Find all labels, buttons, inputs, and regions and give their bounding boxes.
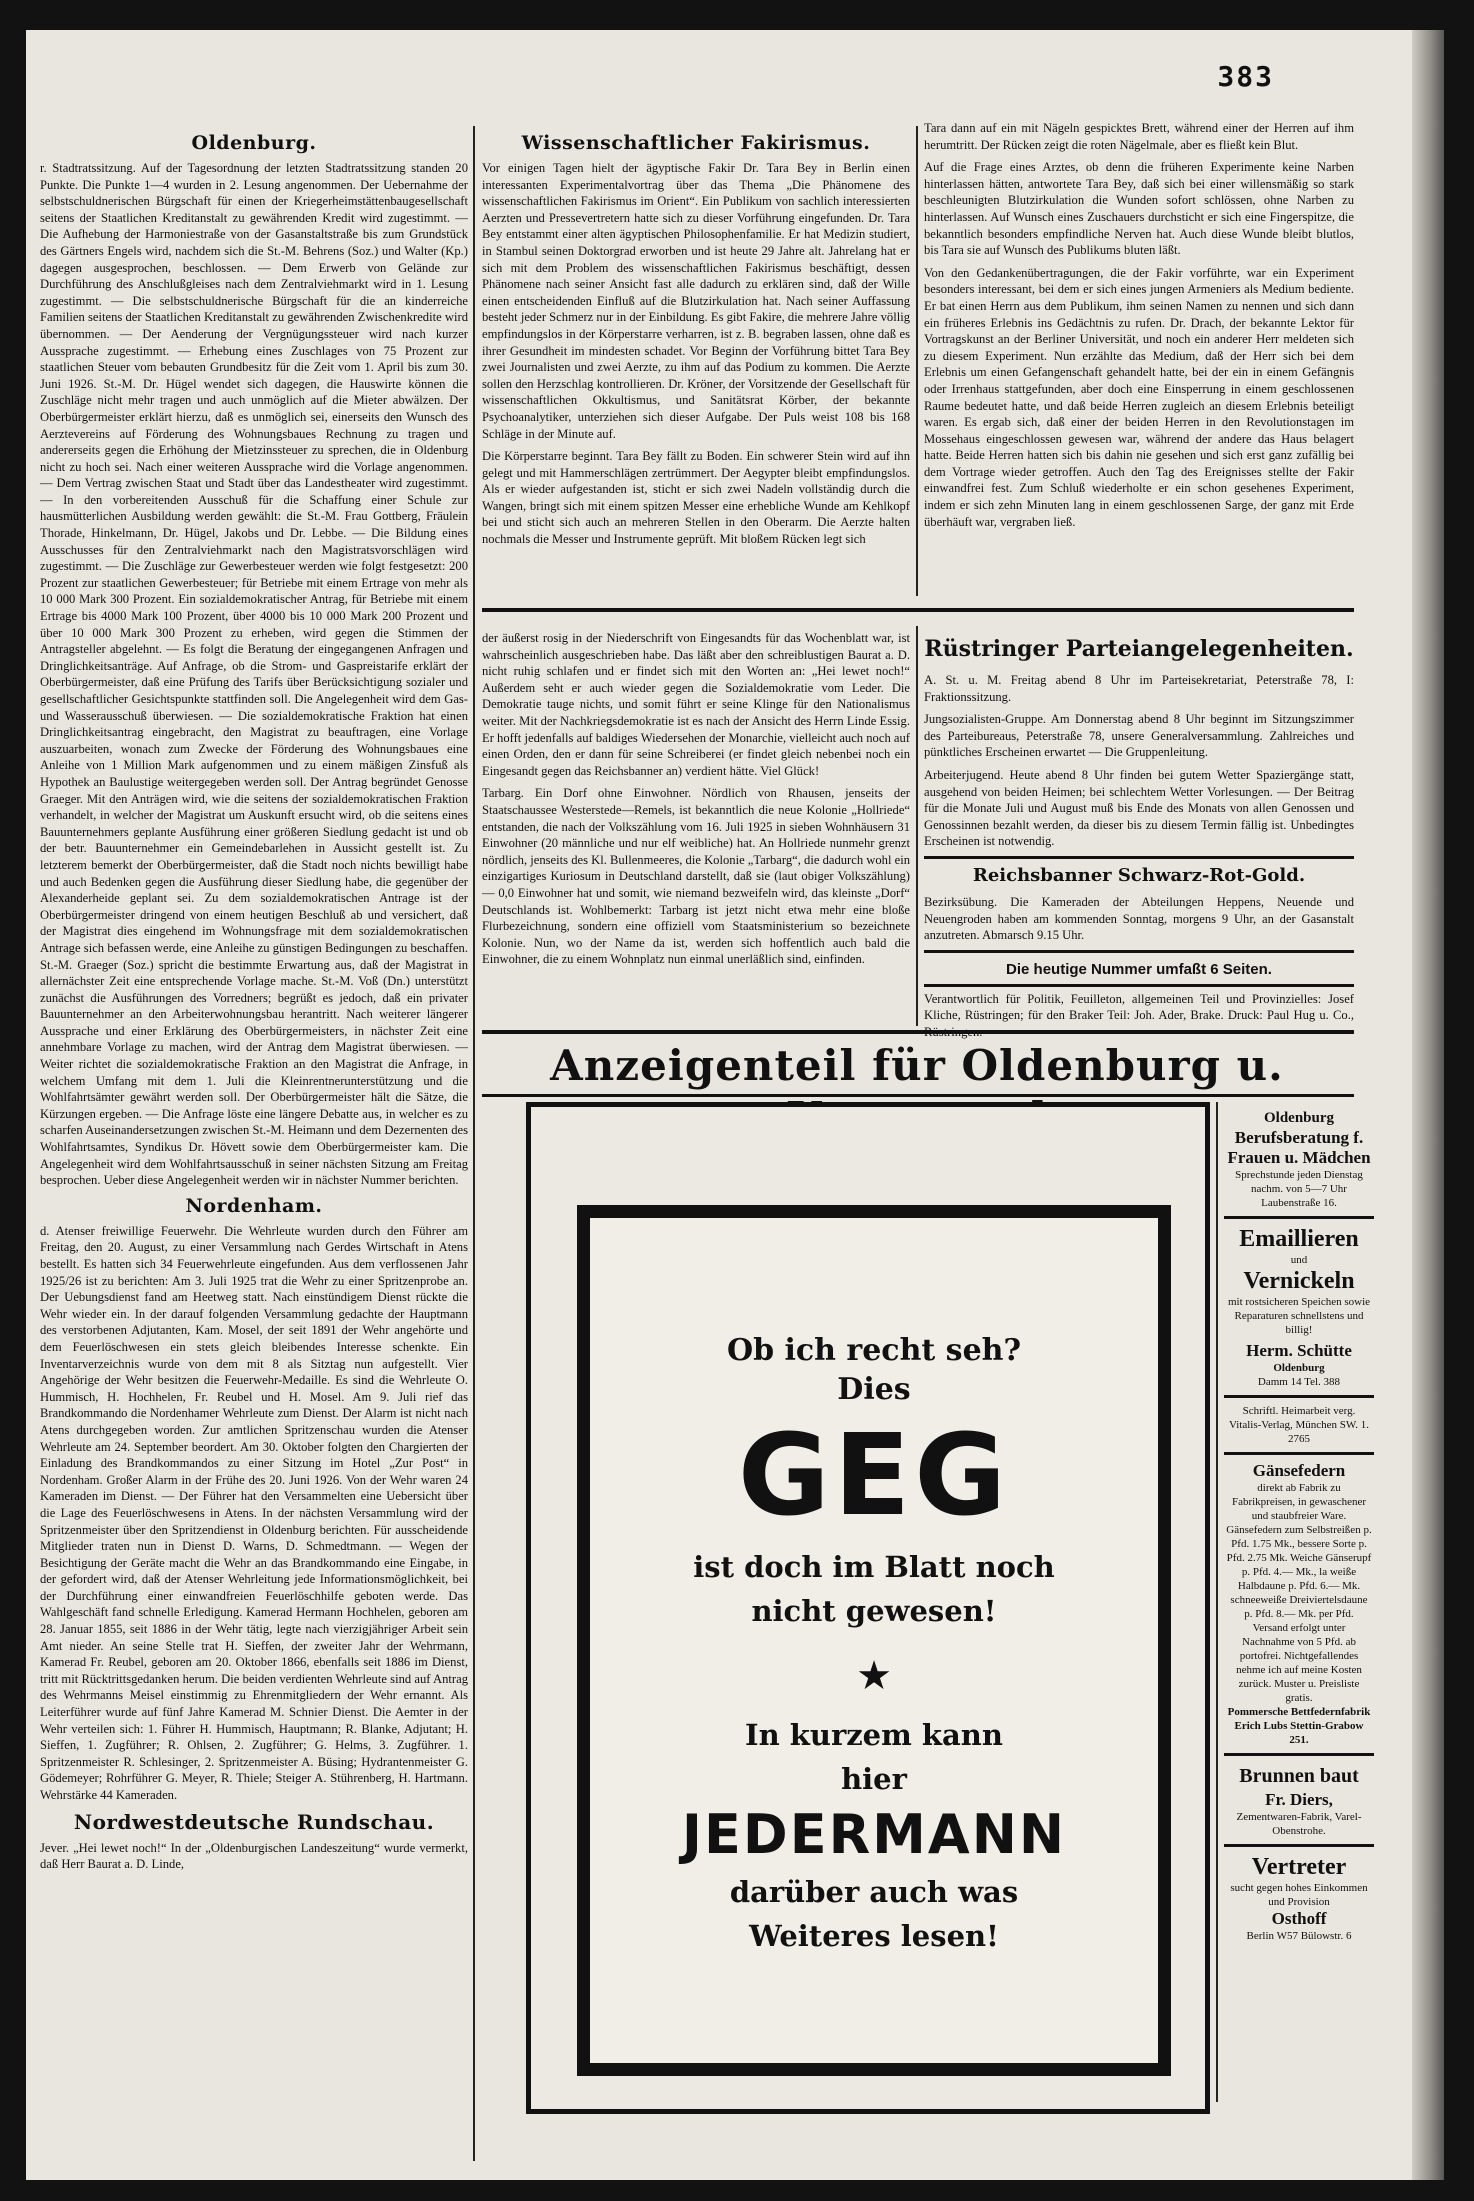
classified-text: Sprechstunde jeden Dienstag nachm. von 5—7 Uhr Laubenstraße 16.	[1235, 1169, 1363, 1209]
ad-section-masthead: Anzeigenteil für Oldenburg u.	[550, 1041, 1284, 1090]
article-fakirismus-2: Die Körperstarre beginnt. Tara Bey fällt zu Boden. Ein schwerer Stein wird auf ihn gelegt und mit Hammerschlägen zertrümmert. Der Aegypter bleibt empfindungslos. Als er wieder aufgestanden ist, sticht er sich zwei Nadeln vollständig durch die Wangen, bringt sich mit einem spitzen Messer eine erhebliche Wunde am Kehlkopf bei und sticht sich auch an mehreren Stellen in den Oberarm. Die Aerzte halten nochmals die Messer und Instrumente geprüft. Mit bloßem Rücken legt sich	[482, 449, 910, 547]
article-stadtratssitzung: r. Stadtratssitzung. Auf der Tagesordnung der letzten Stadtratssitzung standen 20 Punkte. Die Punkte 1—4 wurden in 2. Lesung angenommen. Der Uebernahme der selbstschuldnerischen Bürgschaft für einen der Kriegerheimstättenbaugesellschaft seitens der Staatlichen Kreditanstalt zu gewährenden Kredit wird zugestimmt. — Die Aufhebung der Harmoniestraße von der Gasanstaltstraße bis zum Grundstück des Gärtners Engels wird, nachdem sich die St.-M. Behrens (Soz.) und Walter (Kp.) dagegen ausgesprochen, beschlossen. — Dem Erwerb von Gelände zur Durchführung des Anschlußgleises nach dem Zentralviehmarkt wird in 1. Lesung zugestimmt. — Die selbstschuldnerische Bürgschaft für die an kinderreiche Familien seitens der Staatlichen Kreditanstalt zu gewährenden Zwischenkredite wird übernommen. — Der Aenderung der Vergnügungssteuer wird nach kurzer Aussprache zugestimmt. — Erhebung eines Zuschlages von 75 Prozent zur staatlichen Steuer vom bebauten Grundbesitz für die Zeit vom 1. April bis zum 30. Juni 1926. St.-M. Dr. Hügel wendet sich dagegen, die Hauswirte können die Zuschläge nicht mehr tragen und auch unmöglich auf die Mieter abwälzen. Der Oberbürgermeister erklärt hierzu, daß es unmöglich sei, einerseits den Wunsch des Aerztevereins auf Förderung des Wohnungsbaues Rechnung zu tragen und andererseits gegen die Erhöhung der Mietzinssteuer zu sprechen, die in Oldenburg nicht zu hoch sei. Nach einer weiteren Aussprache wird die Vorlage angenommen. — Dem Vertrag zwischen Staat und Stadt über das Landestheater wird zugestimmt. — In den vorbereitenden Ausschuß für die Schaffung einer Schule zur hausmütterlichen Ausbildung werden gewählt: die St.-M. Frau Gottberg, Fräulein Thorade, Hinkelmann, Dr. Hügel, Jakobs und Dr. Lebbe. — Die Bildung eines Ausschusses für den Zentralviehmarkt nach den Magistratsvorschlägen wird zugestimmt. — Die Zuschläge zur Gewerbesteuer werden wie folgt festgesetzt: 200 Prozent zur staatlichen Gewerbesteuer; für Betriebe mit einem Ertrage von mehr als 10 000 Mark 300 Prozent. Ein sozialdemokratischer Antrag, für Betriebe mit einem Ertrage bis 4000 Mark 100 Prozent, über 4000 bis 10 000 Mark 200 Prozent und über 10 000 Mark 300 Prozent zu erheben, wird gegen die Stimmen der Antragsteller abgelehnt. — Es folgt die Beratung der eingegangenen Anfragen und Dringlichkeitsanträge. Auf Anfrage, ob die Strom- und Gaspreistarife erklärt der Oberbürgermeister, daß eine Prüfung des Tarifs über Berücksichtigung sozialer und gesellschaftlicher Gesichtspunkte stattfinden soll. Die Angelegenheit wird dem Gas- und Wasserausschuß überwiesen. — Die sozialdemokratische Fraktion hat einen Dringlichkeitsantrag eingebracht, den Magistrat zu beauftragen, eine Vorlage auszuarbeiten, wonach zum Zwecke der Förderung des Wohnungsbaues eine Anleihe von 1 Million Mark aufgenommen und zu einem mäßigen Zinsfuß als Hypothek an Baulustige weitergegeben werden soll. Der Antrag begründet Genosse Graeger. Mit den Anträgen wird, wie die seitens der sozialdemokratischen Fraktion verhandelt, in welcher der Magistrat um Auskunft ersucht wird, ob die seitens eines Bauunternehmers geplante Ausführung einer größeren Siedlung gedacht ist und ob der betr. Bauunternehmer ein Gemeindebarlehen in Aussicht gestellt ist. Zu letzterem bemerkt der Oberbürgermeister, daß die Stadt noch nichts bewilligt habe und auch Bedenken gegen die Ausführung dieser Siedlung habe, die gegenüber der Alexanderheide geplant sei. Zu dem sozialdemokratischen Antrage ist der Oberbürgermeister dringend von einem heutigen Beschluß ab und versichert, daß der Magistrat dies eingehend im Wohnungsfrage mit dem sozialdemokratischen Antrage sich befassen werde, eine Anleihe zu günstigen Bedingungen zu beschaffen. St.-M. Graeger (Soz.) spricht die bestimmte Erwartung aus, daß der Magistrat in allernächster Zeit eine entsprechende Vorlage mache. St.-M. Voß (Dn.) unterstützt zunächst die Ausführungen des Vorredners; begrüßt es jedoch, daß ein privater Bauunternehmer an den Arbeiterwohnungsbau herantritt. Nach weiterer längerer Aussprache und einer Erklärung des Oberbürgermeisters, in nächster Zeit eine annehmbare Vorlage zu machen, wird der Antrag dem Magistrat überwiesen. — Weiter richtet die sozialdemokratische Fraktion an den Magistrat die Anfrage, in welchem Umfang mit dem 1. Juli die Kleinrentnerunterstützung und die Wohlfahrtsämter gewährt werden soll. Der Oberbürgermeister hält die Sätze, die Kürzungen ergeben. — Die Anfrage löste eine längere Debatte aus, in welcher es zu scharfen Auseinandersetzungen zwischen St.-M. Heimann und dem Dezernenten des Wohlfahrtsamtes, Syndikus Dr. Hövett sowie dem Oberbürgermeister kam. Die Angelegenheit wird dem Wohlfahrtsausschuß in seiner nächsten Sitzung am Freitag besprochen. Ueber diese Angelegenheit werden wir in nächster Nummer berichten.	[40, 161, 468, 1188]
ad-geg-frame	[526, 1102, 1210, 2114]
classified-text: direkt ab Fabrik zu Fabrikpreisen, in gewaschener und staubfreier Ware. Gänsefedern zum Selbstreißen p. Pfd. 1.75 Mk., bessere Sorte p. Pfd. 2.75 Mk. Weiche Gänserupf p. Pfd. 4.— Mk., la weiße Halbdaune p. Pfd. 6.— Mk. schneeweiße Dreiviertelsdaune p. Pfd. 8.— Mk. per Pfd. Versand erfolgt unter Nachnahme von 5 Pfd. ab portofrei. Nichtgefallendes nehme ich auf meine Kosten zurück. Muster u. Preisliste gratis.	[1226, 1482, 1372, 1704]
section-head-partei: Rüstringer Parteiangelegenheiten.	[924, 636, 1354, 662]
classified-name: Herm. Schütte	[1246, 1341, 1352, 1360]
classified-text: und	[1290, 1254, 1308, 1266]
section-head-reichsbanner: Reichsbanner Schwarz-Rot-Gold.	[972, 864, 1306, 886]
ad-line-3: ist doch im Blatt noch nicht gewesen!	[693, 1550, 1055, 1628]
classified-name: Fr. Diers,	[1265, 1790, 1333, 1809]
horizontal-rule	[482, 1094, 1354, 1097]
notice-seitenzahl: Die heutige Nummer umfaßt 6 Seiten.	[1006, 960, 1272, 978]
classified-address: Berlin W57 Bülowstr. 6	[1246, 1930, 1352, 1942]
section-head-oldenburg: Oldenburg.	[191, 132, 317, 154]
ad-line-4: In kurzem kann hier	[745, 1718, 1003, 1796]
divider	[924, 856, 1354, 859]
notice-bezirksuebung: Bezirksübung. Die Kameraden der Abteilungen Heppens, Neuende und Neuengroden haben am kommenden Sonntag, morgens 9 Uhr, an der Gasanstalt anzutreten. Abmarsch 9.15 Uhr.	[924, 894, 1354, 943]
ad-geg	[577, 1205, 1171, 2076]
column-rule	[1216, 1102, 1218, 2102]
newspaper-page	[26, 30, 1444, 2180]
column-oldenburg	[40, 126, 468, 2161]
article-jever: Jever. „Hei lewet noch!“ In der „Oldenburgischen Landeszeitung“ wurde vermerkt, daß Herr Baurat a. D. Linde,	[40, 1840, 468, 1872]
classified-text: Schriftl. Heimarbeit verg. Vitalis-Verlag, München SW. 1. 2765	[1228, 1405, 1370, 1445]
horizontal-rule	[482, 608, 1354, 612]
column-rundschau-cont	[482, 630, 910, 1025]
classified-name: Pommersche Bettfedernfabrik Erich Lubs Stettin-Grabow 251.	[1227, 1706, 1371, 1746]
classified-text: sucht gegen hohes Einkommen und Provision	[1230, 1882, 1368, 1908]
section-head-nordenham: Nordenham.	[185, 1194, 323, 1217]
classified-title: Vernickeln	[1243, 1268, 1355, 1294]
article-feuerwehr: d. Atenser freiwillige Feuerwehr. Die Wehrleute wurden durch den Führer am Freitag, den 20. August, zu einer Versammlung nach Gerdes Wirtschaft in Atens bestellt. Es hatten sich 34 Feuerwehrleute eingefunden. Aus dem verflossenen Jahr 1925/26 ist zu berichten: Am 3. Juli 1925 trat die Wehr zu einer Spritzenprobe an. Der Uebungsdienst fand am Heetweg statt. Nach einstündigem Dienst rückte die Wehr wieder ein. In der darauf folgenden Versammlung gedachte der Hauptmann des verstorbenen Adjutanten, Kam. Mosel, der seit 1891 der Wehr angehörte und dem Feuerlöschwesen ein stets gleich bleibendes Interesse schenkte. Ein Inventarverzeichnis wurde von dem mit 8 als Sitztag nun aufgestellt. Vier Angehörige der Wehr besitzen die Feuerwehr-Medaille. Es sind die Wehrleute O. Hummisch, H. Hochhelen, Fr. Reubel und H. Mosel. Am 9. Juli rief das Brandkommando die Nordenhamer Wehrleute zum Dienst. Der Alarm ist nicht nach Atens durchgegeben worden. Zur amtlichen Spritzenschau wurden die Atenser Wehrleute am 24. September beordert. Am 30. Oktober folgten den Chargierten der Einladung des Brandkommandos zu einer Sitzung im Hotel „Zur Post“ in Nordenham. Großer Alarm in der Frühe des 20. Juni 1926. Von der Wehr waren 24 Kameraden im Dienst. — Der Führer hat den Versammelten eine Uebersicht über die Lage des Feuerlöschwesens in Atens. In der nächsten Versammlung wird der Spritzenmeister über den Spritzendienst in Oldenburg berichten. Für ausscheidende Mitglieder traten nun in Dienst D. Warns, D. Schmedtmann. — Wegen der Besichtigung der Geräte macht die Wehr an das Brandkommando eine Eingabe, in der gefordert wird, daß der Atenser Wehrleitung jede Informationsmöglichkeit, bei der Durchführung einer einwandfreien Feuerlöschhilfe geboten werde. Das Wahlgeschäft fand schnelle Erledigung. Kamerad Hermann Hochhelen, geboren am 28. Januar 1855, seit 1886 in der Wehr tätig, legte nach vierzigjähriger Arbeit sein Amt nieder. An seine Stelle trat H. Sieffen, der zweiter Jahr der Wehrmann, Kamerad Fr. Reubel, geboren am 20. Oktober 1866, ebenfalls seit 1886 im Dienst, tritt mit Rücktrittsgedanken herum. Die beiden verdienten Wehrleute sind auf Antrag des Wehrmanns Meisel einstimmig zu Ehrenmitgliedern der Wehr ernannt. Als Leiterführer wurde auf fünf Jahre Kamerad M. Schnier Dienst. Die Aemter in der Wehr verteilen sich: 1. Führer H. Hummisch, Hauptmann; R. Blanke, Adjutant; H. Sieffen, 1. Zugführer; R. Ohlsen, 2. Zugführer; G. Helms, 3. Zugführer. 1. Spritzenmeister R. Schlesinger, 2. Spritzenmeister A. Büsing; Hydrantenmeister G. Gödemeyer; Rohrführer G. Meyer, R. Thiele; Steiger A. Stührenberg, H. Hartmann. Wehrstärke 44 Kameraden.	[40, 1223, 468, 1802]
classified-text: mit rostsicheren Speichen sowie Reparaturen schnellstens und billig!	[1227, 1296, 1371, 1336]
ad-jedermann: JEDERMANN	[681, 1803, 1067, 1866]
article-fakirismus-5: Von den Gedankenübertragungen, die der Fakir vorführte, war ein Experiment besonders interessant, bei dem er sich eines jungen Armeniers als Medium bediente. Er bat einen Herrn aus dem Publikum, ihm seinen Namen zu nennen und sich dann ein früheres Erlebnis ins Gedächtnis zu rufen. Dr. Drach, der bekannte Lektor für Vortragskunst an der Berliner Universität, und noch ein anderer Herr meldeten sich zu diesem Experiment. Nun erzählte das Medium, daß der Herr sich bei dem Erlebnis um einen Gefangenschaft gehandelt hatte, bei der ein in einem Gefängnis oder Irrenhaus stattgefunden, aber doch eine Einsperrung in einem geschlossenen Raume bedeutet hatte, und daß beide Herren zugleich an diesem Erlebnis beteiligt waren. Es ergab sich, daß einer der beiden Herren in den Revolutionstagen im Mossehaus eingeschlossen gewesen war, während der andere das Haus belagert hatte. Beide Herren hatten sich bis dahin nie gesehen und sich erst ganz zufällig bei dem Vortrage wieder getroffen. Auch den Tag des Ereignisses stellte der Fakir einwandfrei fest. Zum Schluß wiederholte er ein schon gesehenes Experiment, indem er sich zehn Minuten lang in einem geschlossenen Sarge, der ganz mit Erde überhäuft war, vergraben ließ.	[924, 265, 1354, 529]
imprint: Verantwortlich für Politik, Feuilleton, allgemeinen Teil und Provinzielles: Josef Kliche, Rüstringen; für den Braker Teil: Joh. Ader, Brake. Druck: Paul Hug u. Co.,	[924, 991, 1354, 1023]
classified-emaillieren	[1224, 1219, 1374, 1398]
star-icon: ★	[856, 1653, 892, 1699]
article-fakirismus-3: Tara dann auf ein mit Nägeln gespicktes Brett, während einer der Herren auf ihm herumtritt. Der Rücken zeigt die roten Nägelmale, aber es fließt kein Blut.	[924, 121, 1354, 152]
horizontal-rule	[482, 1030, 1354, 1034]
classified-city: Oldenburg	[1273, 1362, 1325, 1374]
article-fakirismus-1: Vor einigen Tagen hielt der ägyptische Fakir Dr. Tara Bey in Berlin einen interessanten Experimentalvortrag über das Thema „Die Phänomene des wissenschaftlichen Fakirismus im Orient“. Ein Publikum von sachlich interessierten Aerzten und Pressevertretern hatte sich zu dieser Vorführung eingefunden. Dr. Tara Bey entstammt einer alten ägyptischen Philosophenfamilie. Er hat Medizin studiert, in Stambul seinen Doktorgrad erworben und ist heute 29 Jahre alt. Jahrelang hat er sich mit dem Problem des wissenschaftlichen Fakirismus beschäftigt, dessen Phänomene nach seiner Ansicht fast alle dadurch zu erklären sind, daß der Wille einen entscheidenden Einfluß auf die Blutzirkulation hat. Nach seiner Auffassung besteht jeder Schmerz nur in der Einbildung. Es gibt Fakire, die mehrere Jahre völlig empfindungslos in der Körperstarre verharren, ist z. B. begraben lassen, ohne daß es ihrer Gesundheit im mindesten schadet. Vor Beginn der Vorführung bittet Tara Bey zwei Journalisten und zwei Aerzte, zu ihm auf das Podium zu kommen. Die Aerzte sollen den Herzschlag kontrollieren. Dr. Kröner, der Vorsitzende der Gesellschaft für wissenschaftlichen Okkultismus, und Sanitätsrat Körber, der bekannte Psychoanalytiker, unterziehen sich dieser Aufgabe. Der Puls weist 108 bis 168 Schläge in der Minute auf.	[482, 161, 910, 441]
column-rule	[473, 126, 475, 2161]
classified-berufsberatung	[1224, 1102, 1374, 1219]
classified-city: Oldenburg	[1263, 1110, 1335, 1126]
divider	[924, 984, 1354, 987]
classifieds-column	[1224, 1102, 1374, 2102]
classified-brunnen	[1224, 1756, 1374, 1847]
article-tarbarg: Tarbarg. Ein Dorf ohne Einwohner. Nördlich von Rhausen, jenseits der Staatschaussee Westerstede—Remels, ist bekanntlich die neue Kolonie „Hollriede“ entstanden, die nach der Volkszählung vom 16. Juli 1925 in sieben Wohnhäusern 31 Einwohner (20 männliche und nur elf weibliche) hat. An Hollriede nunmehr grenzt nördlich, jenseits des Kl. Bullenmeeres, die Kolonie „Tarbarg“, die dadurch wohl ein einzigartiges Kuriosum in Deutschland darstellt, daß sie (laut obiger Volkszählung) — 0,0 Einwohner hat und somit, wie niemand bezweifeln wird, das kleinste „Dorf“ Deutschlands ist. Wohlbemerkt: Tarbarg ist jetzt nicht etwa mehr eine bloße Flurbezeichnung, sondern eine offiziell vom Staatsministerium so bezeichnete Kolonie. Nun, wo der Name da ist, werden sich hoffentlich auch bald die Einwohner, die zu einem Wohnplatz nun einmal unerläßlich sind, einfinden.	[482, 786, 910, 967]
divider	[924, 950, 1354, 953]
classified-name: Osthoff	[1271, 1909, 1327, 1928]
column-rule	[916, 126, 918, 596]
notice-arbeiterjugend: Arbeiterjugend. Heute abend 8 Uhr finden bei gutem Wetter Spaziergänge statt, ausgehend von beiden Heimen; bei schlechtem Wetter Vorlesungen. — Der Beitrag für die Monate Juli und August muß bis Ende des Monats von allen Genossen und Genossinnen bezahlt werden, da dieser bis zu diesem Termin fällig ist. Unbedingtes Erscheinen ist notwendig.	[924, 767, 1354, 849]
column-fakirismus-cont	[924, 120, 1354, 600]
ad-line-1: Ob ich recht seh?	[726, 1333, 1022, 1368]
classified-title: Brunnen baut	[1239, 1765, 1359, 1787]
column-fakirismus	[482, 126, 910, 601]
classified-heimarbeit	[1224, 1398, 1374, 1455]
classified-vertreter	[1224, 1847, 1374, 1949]
page-number: 383	[1217, 60, 1274, 93]
ad-line-2: Dies	[837, 1372, 911, 1407]
notice-jungsozialisten: Jungsozialisten-Gruppe. Am Donnerstag abend 8 Uhr beginnt im Sitzungszimmer des Parteibureaus, Peterstraße 78, unsere Generalversammlung. Zahlreiches und pünktliches Erscheinen erwartet — Die Gruppenleitung.	[924, 712, 1354, 760]
classified-gaensefedern	[1224, 1455, 1374, 1756]
classified-title: Berufsberatung f. Frauen u. Mädchen	[1227, 1128, 1371, 1167]
ad-line-5: darüber auch was Weiteres lesen!	[729, 1875, 1019, 1953]
notice-fraktion: A. St. u. M. Freitag abend 8 Uhr im Parteisekretariat, Peterstraße 78, I: Fraktionssitzung.	[924, 673, 1354, 704]
article-linde: der äußerst rosig in der Niederschrift von Eingesandts für das Wochenblatt war, ist wahrscheinlich ausgeschrieben habe. Das läßt aber den schreiblustigen Baurat a. D. nicht ruhig schlafen und er findet sich mit den Worten an: „Hei lewet noch!“ Außerdem seht er auch wieder gegen die Sozialdemokratie vom Leder. Die Demokratie tauge nichts, und somit führt er seine Klinge für den Nationalismus weiter. Mit der Nachkriegsdemokratie ist es nach der Ansicht des Herrn Linde Essig. Er hofft jedenfalls auf baldiges Wiedersehen der Monarchie, vielleicht auch noch auf einen Orden, den er dann für seine Schreiberei (er findet gleich nebenbei noch ein Eingesandt gegen das Reichsbanner an) verdient hätte. Viel Glück!	[482, 631, 910, 778]
classified-address: Damm 14 Tel. 388	[1257, 1376, 1341, 1388]
article-fakirismus-4: Auf die Frage eines Arztes, ob denn die früheren Experimente keine Narben hinterlassen hätten, antwortete Tara Bey, daß sich bei einer willensmäßig so stark beschleunigten Blutzirkulation die Wunden sofort schlössen, ohne Narben zu hinterlassen. Auf Wunsch eines Zuschauers durchsticht er sich eine Fingerspitze, die bekanntlich besonders empfindliche Nerven hat. Auch diese Wunde bleibt blutlos, bis Tara sie auf Wunsch des Publikums bluten läßt.	[924, 160, 1354, 258]
classified-title: Emaillieren	[1239, 1226, 1359, 1252]
section-head-fakirismus: Wissenschaftlicher Fakirismus.	[521, 132, 871, 154]
ad-geg-title: GEG	[737, 1411, 1011, 1541]
column-rule	[916, 626, 918, 1026]
section-head-rundschau: Nordwestdeutsche Rundschau.	[73, 1809, 435, 1834]
classified-title: Gänsefedern	[1252, 1461, 1346, 1480]
column-parteiangelegenheiten	[924, 630, 1354, 1025]
classified-text: Zementwaren-Fabrik, Varel-Obenstrohe.	[1236, 1811, 1362, 1837]
classified-title: Vertreter	[1251, 1854, 1347, 1880]
